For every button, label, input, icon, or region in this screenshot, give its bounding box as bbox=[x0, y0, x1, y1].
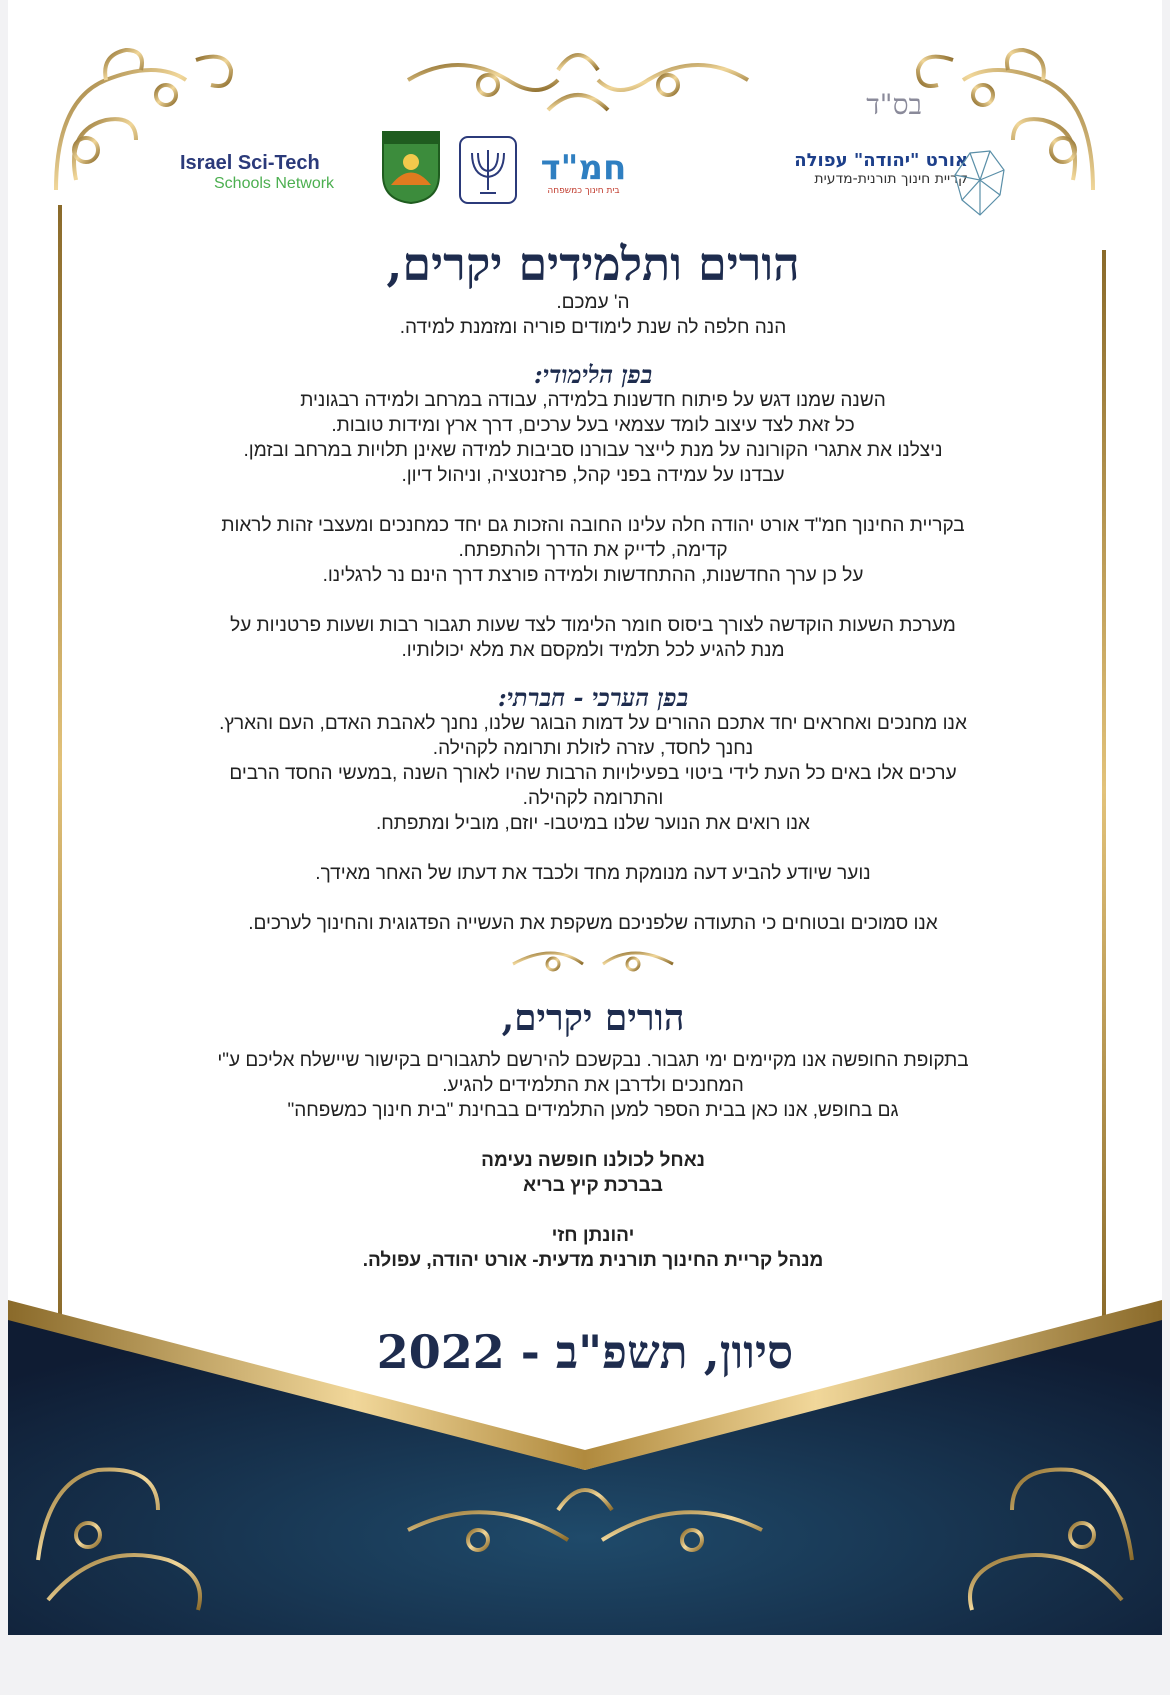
innovation-paragraph-line: על כן ערך החדשנות, ההתחדשות ולמידה פורצת דרך הינם נר לרגלינו. bbox=[322, 565, 864, 586]
ort-yehuda-name: אורט "יהודה" עפולה bbox=[794, 150, 968, 171]
section-values-line: אנו רואים את הנוער שלנו במיטבו- יוזם, מוביל ומתפתח. bbox=[375, 813, 810, 834]
schedule-paragraph-line: מערכת השעות הוקדשה לצורך ביסוס חומר הלימוד לצד שעות תגבור רבות ושעות פרטניות על bbox=[230, 615, 956, 636]
middle-divider-ornament bbox=[473, 942, 713, 992]
israel-scitech-subtitle: Schools Network bbox=[214, 175, 335, 192]
schedule-paragraph-line: מנת להגיע לכל תלמיד ולמקסם את מלא יכולותיו. bbox=[401, 640, 785, 661]
section-values-line: והתרומה לקהילה. bbox=[522, 788, 664, 809]
ort-yehuda-subtitle: קריית חינוך תורנית-מדעית bbox=[814, 171, 968, 187]
section-academic-line: כל זאת לצד עיצוב לומד עצמאי בעל ערכים, דרך ארץ ומידות טובות. bbox=[331, 415, 855, 436]
section-values-line: נחנך לחסד, עזרה לזולת ותרומה לקהילה. bbox=[432, 738, 754, 759]
main-headline: הורים ותלמידים יקרים, bbox=[386, 237, 800, 291]
parents-headline: הורים יקרים, bbox=[501, 997, 685, 1039]
brain-network-icon bbox=[950, 145, 1008, 220]
innovation-paragraph-line: בקריית החינוך חמ"ד אורט יהודה חלה עלינו החובה והזכות גם יחד כמחנכים ומעצבי זהות לראות bbox=[221, 515, 965, 536]
section-values-line: אנו מחנכים ואחראים יחד אתכם ההורים על דמות הבוגר שלנו, נחנך לאהבת האדם, העם והארץ. bbox=[219, 713, 967, 734]
innovation-paragraph-line: קדימה, לדייק את הדרך ולהתפתח. bbox=[458, 540, 728, 561]
wish-line: נאחל לכולנו חופשה נעימה bbox=[481, 1150, 705, 1171]
menorah-emblem-icon bbox=[458, 135, 518, 215]
hemed-logo bbox=[536, 150, 631, 200]
section-academic-line: ניצלנו את אתגרי הקורונה על מנת לייצר עבורנו סביבות למידה שאינן תלויות במרחב ובזמן. bbox=[243, 440, 943, 461]
section-values-title: בפן הערכי - חברתי: bbox=[497, 683, 689, 712]
youth-paragraph: נוער שיודע להביע דעה מנומקת מחד ולכבד את דעתו של האחר מאידך. bbox=[315, 863, 871, 884]
vacation-line: המחנכים ולדרבן את התלמידים להגיע. bbox=[442, 1075, 744, 1096]
greeting: ה' עמכם. bbox=[556, 292, 630, 313]
intro-line: הנה חלפה לה שנת לימודים פוריה ומזמנת למידה. bbox=[399, 317, 787, 338]
section-academic-line: עבדנו על עמידה בפני קהל, פרזנטציה, וניהול דיון. bbox=[401, 465, 785, 486]
wish-line: בברכת קיץ בריא bbox=[523, 1175, 663, 1196]
right-border-line bbox=[1102, 250, 1106, 1330]
top-center-ornament bbox=[308, 40, 848, 140]
vacation-line: גם בחופש, אנו כאן בבית הספר למען התלמידים בבחינת "בית חינוך כמשפחה" bbox=[287, 1100, 899, 1121]
left-border-line bbox=[58, 205, 62, 1325]
section-academic-title: בפן הלימודי: bbox=[533, 360, 653, 389]
letter-body bbox=[158, 238, 1028, 1273]
section-academic-line: השנה שמנו דגש על פיתוח חדשנות בלמידה, עבודה במרחב ולמידה רבגונית bbox=[300, 390, 886, 411]
bsd-mark: בס"ד bbox=[866, 88, 922, 121]
hebrew-date: סיוון, תשפ"ב - 2022 bbox=[376, 1325, 794, 1379]
signer-title: מנהל קריית החינוך תורנית מדעית- אורט יהודה, עפולה. bbox=[362, 1250, 824, 1271]
afula-emblem-icon bbox=[381, 130, 441, 205]
certificate-sheet bbox=[8, 0, 1162, 1635]
hemed-subtitle: בית חינוך כמשפחה bbox=[547, 186, 620, 196]
ort-yehuda-logo bbox=[718, 150, 968, 220]
hemed-title: חמ"ד bbox=[540, 148, 627, 188]
certificate-paragraph: אנו סמוכים ובטוחים כי התעודה שלפניכם משקפת את העשייה הפדגוגית והחינוך לערכים. bbox=[248, 913, 938, 934]
israel-scitech-title: Israel Sci-Tech bbox=[180, 152, 320, 174]
vacation-line: בתקופת החופשה אנו מקיימים ימי תגבור. נבקשכם להירשם לתגבורים בקישור שיישלח אליכם ע"י bbox=[217, 1050, 969, 1071]
israel-scitech-logo bbox=[180, 152, 365, 202]
section-values-line: ערכים אלו באים כל העת לידי ביטוי בפעילויות הרבות שהיו לאורך השנה ,במעשי החסד הרבים bbox=[229, 763, 957, 784]
signer-name: יהונתן חזי bbox=[551, 1225, 635, 1246]
